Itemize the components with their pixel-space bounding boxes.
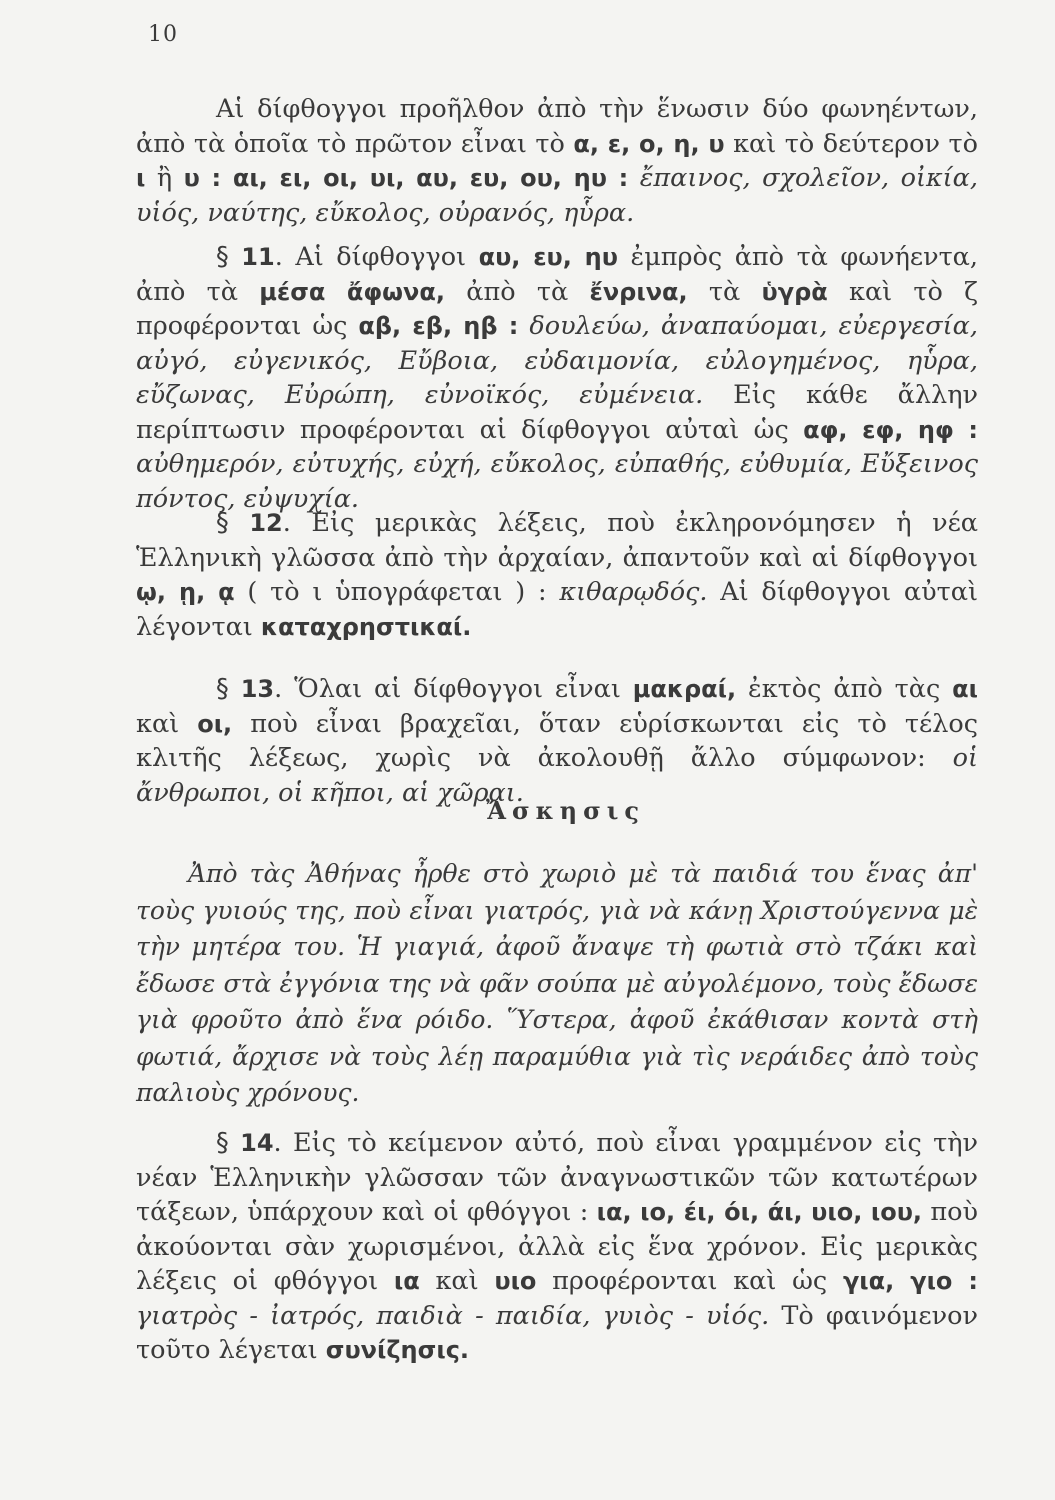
exercise-heading: Ἄσκησις — [485, 796, 645, 825]
section-sign: § — [216, 1128, 229, 1158]
section-number: 14 — [240, 1129, 274, 1157]
section-13: § 13. Ὅλαι αἱ δίφθογγοι εἶναι μακραί, ἐκτὸς ἀπὸ τὰς αι καὶ οι, ποὺ εἶναι βραχεῖαι, ὅταν εὑρίσκωνται εἰς τὸ τέλος κλιτῆς λέξεως, χωρὶς νὰ ἀκολουθῇ ἄλλο σύμφωνον: οἱ ἄνθρωποι, οἱ κῆποι, αἱ χῶραι. — [136, 674, 979, 808]
section-number: 12 — [249, 509, 283, 537]
section-11: § 11. Αἱ δίφθογγοι αυ, ευ, ηυ ἐμπρὸς ἀπὸ τὰ φωνήεντα, ἀπὸ τὰ μέσα ἄφωνα, ἀπὸ τὰ ἔνρινα, τὰ ὑγρὰ καὶ τὸ ζ προφέρονται ὡς αβ, εβ, ηβ : δουλεύω, ἀναπαύομαι, εὐεργεσία, αὐγό, εὐγενικός, Εὔβοια, εὐδαιμονία, εὐλογημένος, ηὗρα, εὔζωνας, Εὐρώπη, εὐνοϊκός, εὐμένεια. Εἰς κάθε ἄλλην περίπτωσιν προφέρονται αἱ δίφθογγοι αὐταὶ ὡς αφ, εφ, ηφ : αὐθημερόν, εὐτυχής, εὐχή, εὔκολος, εὐπαθής, εὐθυμία, Εὔξεινος πόντος, εὐψυχία. — [136, 242, 979, 514]
section-sign: § — [216, 508, 229, 538]
exercise-text: Ἀπὸ τὰς Ἀθήνας ἦρθε στὸ χωριὸ μὲ τὰ παιδιά του ἕνας ἀπ' τοὺς γυιούς της, ποὺ εἶναι γιατρός, γιὰ νὰ κάνῃ Χριστούγεννα μὲ τὴν μητέρα του. Ἡ γιαγιά, ἀφοῦ ἄναψε τὴ φωτιὰ στὸ τζάκι καὶ ἔδωσε στὰ ἐγγόνια της νὰ φᾶν σούπα μὲ αὐγολέμονο, τοὺς ἔδωσε γιὰ φροῦτο ἀπὸ ἕνα ρόιδο. Ὕστερα, ἀφοῦ ἐκάθισαν κοντὰ στὴ φωτιά, ἄρχισε νὰ τοὺς λέῃ παραμύθια γιὰ τὶς νεράιδες ἀπὸ τοὺς παλιοὺς χρόνους. — [136, 859, 978, 1107]
paragraph-diphthongs-intro: Αἱ δίφθογγοι προῆλθον ἀπὸ τὴν ἕνωσιν δύο φωνηέντων, ἀπὸ τὰ ὁποῖα τὸ πρῶτον εἶναι τὸ α, ε, ο, η, υ καὶ τὸ δεύτερον τὸ ι ἢ υ : αι, ει, οι, υι, αυ, ευ, ου, ηυ : ἔπαινος, σχολεῖον, οἰκία, υἱός, ναύτης, εὔκολος, οὐρανός, ηὗρα. — [136, 94, 978, 228]
section-number: 13 — [240, 675, 275, 703]
page-number: 10 — [148, 22, 178, 47]
section-14: § 14. Εἰς τὸ κείμενον αὐτό, ποὺ εἶναι γραμμένον εἰς τὴν νέαν Ἑλληνικὴν γλῶσσαν τῶν ἀναγνωστικῶν τῶν κατωτέρων τάξεων, ὑπάρχουν καὶ οἱ φθόγγοι : ια, ιο, έι, όι, άι, υιο, ιου, ποὺ ἀκούονται σὰν χωρισμένοι, ἀλλὰ εἰς ἕνα χρόνον. Εἰς μερικὰς λέξεις οἱ φθόγγοι ια καὶ υιο προφέρονται καὶ ὡς για, γιο : γιατρὸς - ἰατρός, παιδιὰ - παιδία, γυιὸς - υἱός. Τὸ φαινόμενον τοῦτο λέγεται συνίζησις. — [136, 1128, 979, 1365]
section-12: § 12. Εἰς μερικὰς λέξεις, ποὺ ἐκληρονόμησεν ἡ νέα Ἑλληνικὴ γλῶσσα ἀπὸ τὴν ἀρχαίαν, ἀπαντοῦν καὶ αἱ δίφθογγοι ῳ, ῃ, ᾳ ( τὸ ι ὑπογράφεται ) : κιθαρῳδός. Αἱ δίφθογγοι αὐταὶ λέγονται καταχρηστικαί. — [136, 508, 979, 642]
section-sign: § — [216, 674, 229, 704]
section-number: 11 — [241, 243, 275, 271]
section-sign: § — [216, 242, 229, 272]
